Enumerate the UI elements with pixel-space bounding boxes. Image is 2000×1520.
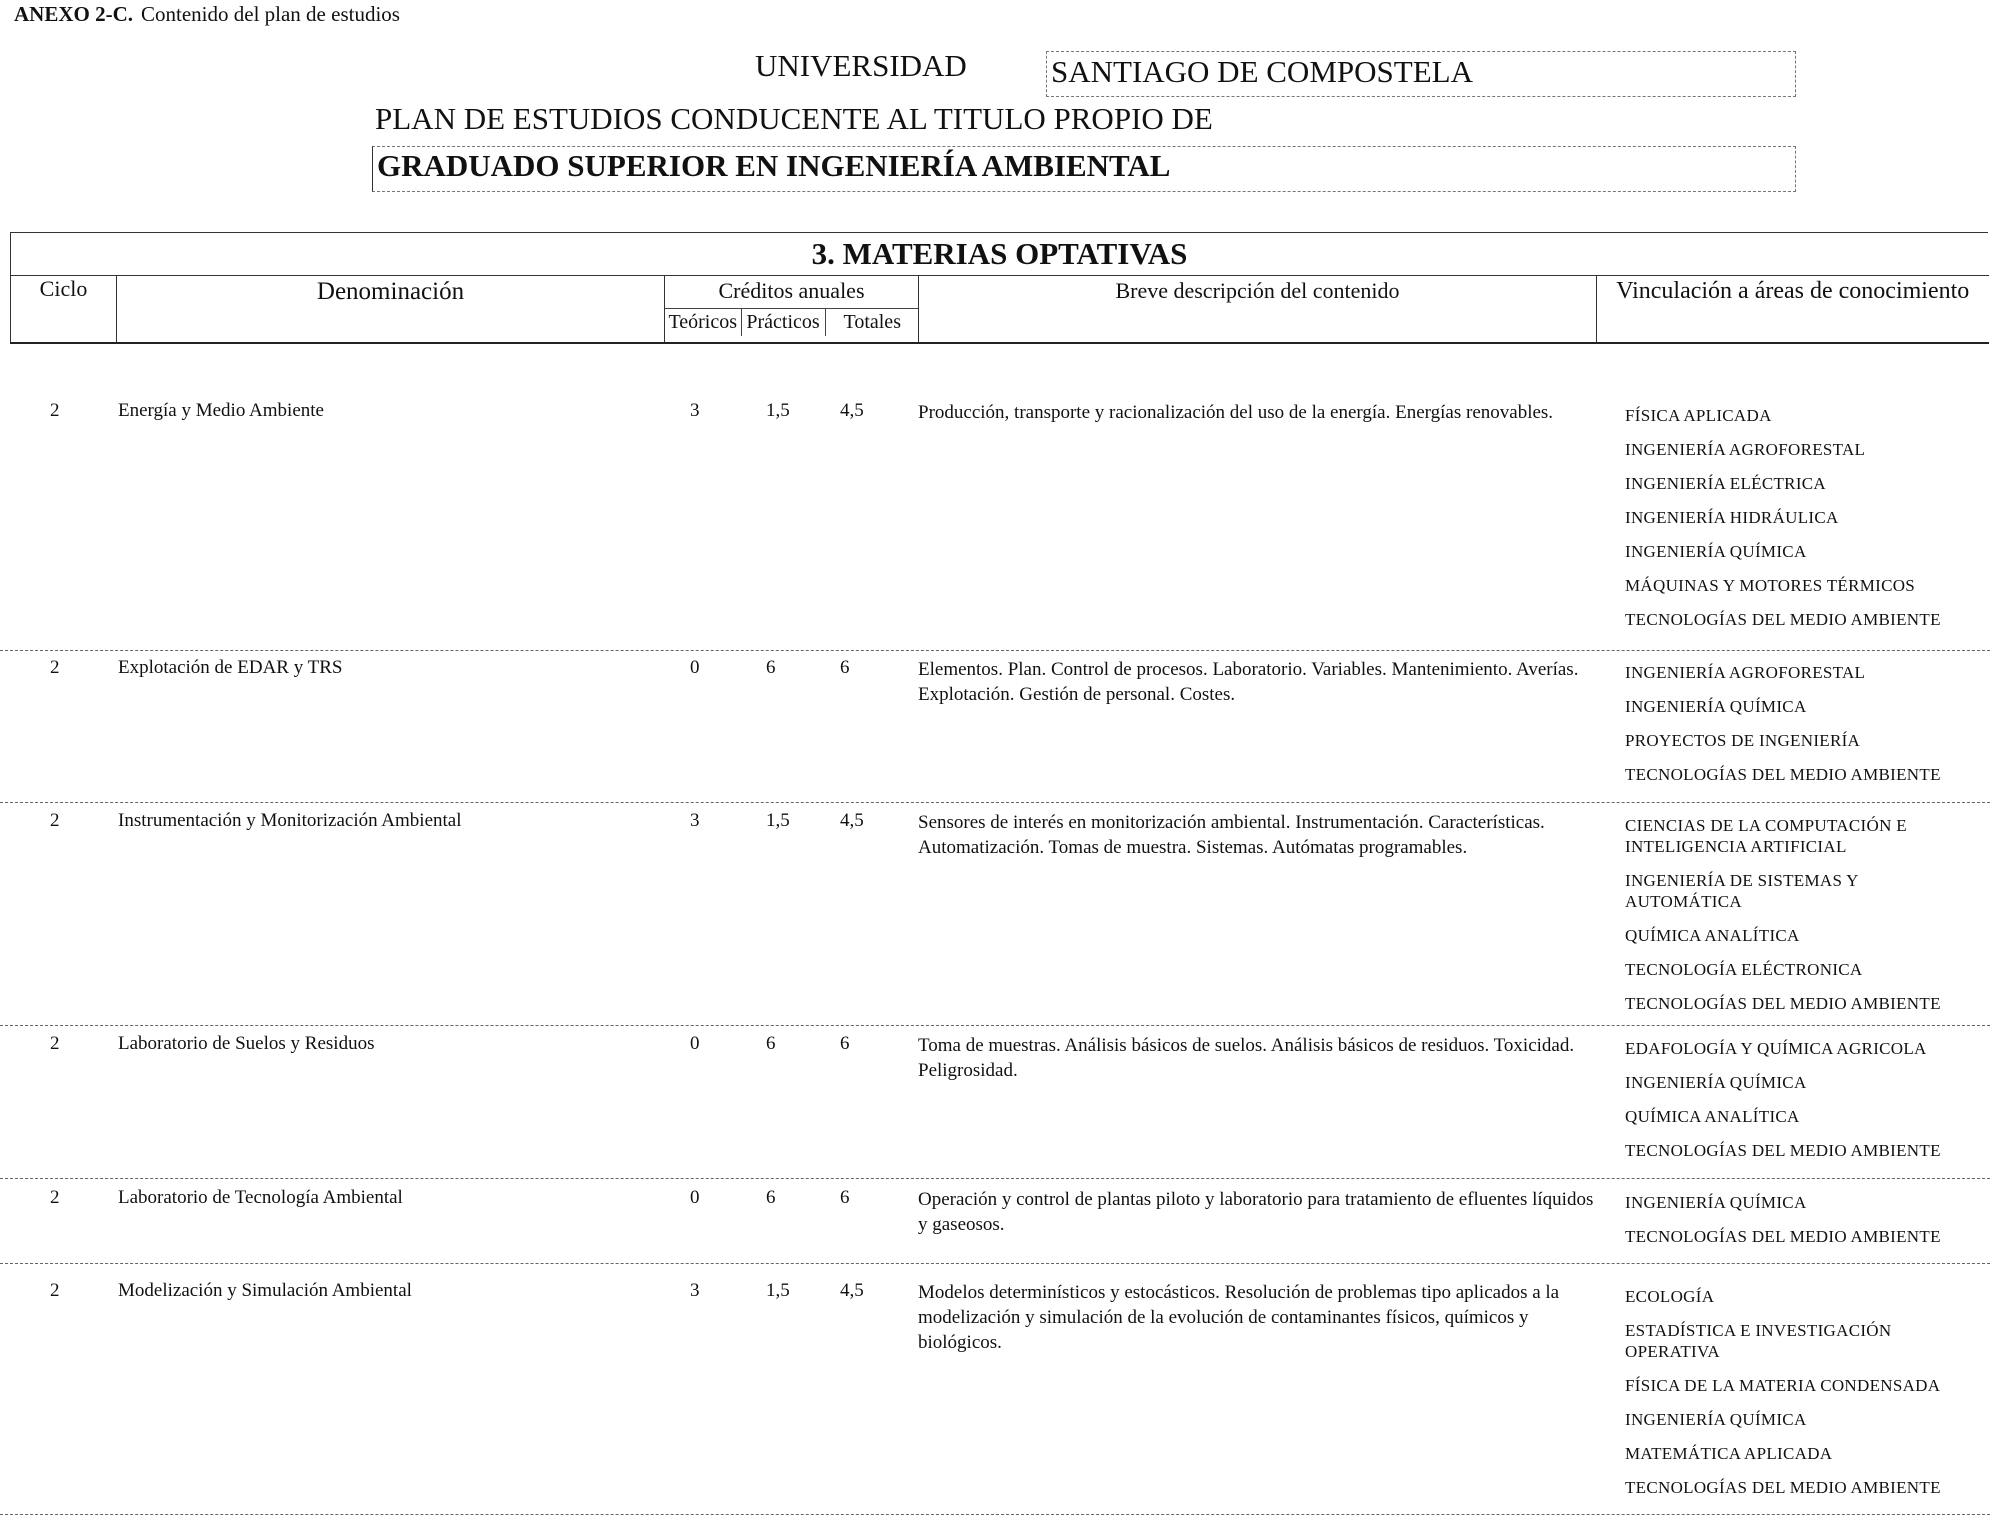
area-item: TECNOLOGÍAS DEL MEDIO AMBIENTE bbox=[1625, 1141, 1941, 1160]
col-ciclo: Ciclo bbox=[11, 276, 117, 344]
annex-number: ANEXO 2-C. bbox=[14, 2, 133, 26]
row-denominacion: Energía y Medio Ambiente bbox=[118, 400, 324, 421]
area-item: INGENIERÍA QUÍMICA bbox=[1625, 542, 1807, 561]
row-separator bbox=[0, 1514, 1990, 1515]
row-totales: 4,5 bbox=[840, 810, 864, 831]
area-item: QUÍMICA ANALÍTICA bbox=[1625, 926, 1800, 945]
area-item: INGENIERÍA HIDRÁULICA bbox=[1625, 508, 1839, 527]
row-totales: 4,5 bbox=[840, 400, 864, 421]
row-areas bbox=[1625, 1038, 1955, 1174]
optional-subjects-table bbox=[10, 232, 1988, 344]
area-item: TECNOLOGÍAS DEL MEDIO AMBIENTE bbox=[1625, 994, 1941, 1013]
annex-text: Contenido del plan de estudios bbox=[141, 2, 400, 26]
area-item: MÁQUINAS Y MOTORES TÉRMICOS bbox=[1625, 576, 1916, 595]
row-descripcion: Toma de muestras. Análisis básicos de suelos. Análisis básicos de residuos. Toxicidad. Peligrosidad. bbox=[918, 1035, 1575, 1081]
col-practicos: Prácticos bbox=[741, 309, 825, 337]
row-areas bbox=[1625, 1192, 1955, 1260]
row-totales: 6 bbox=[840, 1033, 850, 1054]
table-header bbox=[10, 275, 1989, 344]
row-descripcion: Sensores de interés en monitorización ambiental. Instrumentación. Características. Automatización. Tomas de muestra. Sistemas. Autómatas programables. bbox=[918, 812, 1545, 858]
row-practicos: 6 bbox=[766, 1033, 776, 1054]
row-practicos: 1,5 bbox=[766, 400, 790, 421]
row-denominacion: Instrumentación y Monitorización Ambiental bbox=[118, 810, 462, 831]
credits-subheader bbox=[665, 308, 919, 336]
row-separator bbox=[0, 802, 1990, 803]
area-item: INGENIERÍA QUÍMICA bbox=[1625, 1410, 1807, 1429]
col-descripcion: Breve descripción del contenido bbox=[919, 276, 1597, 344]
degree-title: GRADUADO SUPERIOR EN INGENIERÍA AMBIENTAL bbox=[372, 146, 1796, 192]
row-ciclo: 2 bbox=[50, 1280, 60, 1301]
row-teoricos: 3 bbox=[690, 1280, 700, 1301]
row-teoricos: 3 bbox=[690, 810, 700, 831]
university-value: SANTIAGO DE COMPOSTELA bbox=[1046, 51, 1796, 97]
row-areas bbox=[1625, 1286, 1955, 1511]
col-denominacion: Denominación bbox=[117, 276, 665, 344]
row-ciclo: 2 bbox=[50, 810, 60, 831]
area-item: INGENIERÍA QUÍMICA bbox=[1625, 1073, 1807, 1092]
area-item: INGENIERÍA ELÉCTRICA bbox=[1625, 474, 1827, 493]
row-descripcion: Modelos determinísticos y estocásticos. Resolución de problemas tipo aplicados a la modelización y simulación de la evolución de contaminantes físicos, químicos y biológicos. bbox=[918, 1282, 1560, 1353]
row-totales: 6 bbox=[840, 1187, 850, 1208]
row-teoricos: 0 bbox=[690, 1033, 700, 1054]
section-title: 3. MATERIAS OPTATIVAS bbox=[10, 232, 1988, 275]
row-practicos: 6 bbox=[766, 657, 776, 678]
row-areas bbox=[1625, 662, 1955, 798]
area-item: FÍSICA DE LA MATERIA CONDENSADA bbox=[1625, 1376, 1941, 1395]
col-teoricos: Teóricos bbox=[665, 309, 741, 337]
area-item: INGENIERÍA QUÍMICA bbox=[1625, 1193, 1807, 1212]
area-item: ECOLOGÍA bbox=[1625, 1287, 1715, 1306]
row-areas bbox=[1625, 815, 1955, 1027]
area-item: EDAFOLOGÍA Y QUÍMICA AGRICOLA bbox=[1625, 1039, 1927, 1058]
row-practicos: 6 bbox=[766, 1187, 776, 1208]
annex-heading bbox=[14, 2, 400, 27]
university-label: UNIVERSIDAD bbox=[755, 48, 967, 83]
row-separator bbox=[0, 650, 1990, 651]
area-item: TECNOLOGÍAS DEL MEDIO AMBIENTE bbox=[1625, 1478, 1941, 1497]
area-item: TECNOLOGÍAS DEL MEDIO AMBIENTE bbox=[1625, 1227, 1941, 1246]
area-item: PROYECTOS DE INGENIERÍA bbox=[1625, 731, 1861, 750]
row-ciclo: 2 bbox=[50, 1187, 60, 1208]
row-separator bbox=[0, 1025, 1990, 1026]
row-ciclo: 2 bbox=[50, 1033, 60, 1054]
area-item: INGENIERÍA AGROFORESTAL bbox=[1625, 663, 1866, 682]
row-denominacion: Laboratorio de Tecnología Ambiental bbox=[118, 1187, 403, 1208]
row-teoricos: 0 bbox=[690, 1187, 700, 1208]
area-item: INGENIERÍA DE SISTEMAS Y AUTOMÁTICA bbox=[1625, 871, 1859, 911]
row-teoricos: 3 bbox=[690, 400, 700, 421]
area-item: TECNOLOGÍAS DEL MEDIO AMBIENTE bbox=[1625, 610, 1941, 629]
area-item: MATEMÁTICA APLICADA bbox=[1625, 1444, 1833, 1463]
row-ciclo: 2 bbox=[50, 657, 60, 678]
row-totales: 6 bbox=[840, 657, 850, 678]
row-ciclo: 2 bbox=[50, 400, 60, 421]
col-creditos bbox=[665, 276, 919, 344]
row-practicos: 1,5 bbox=[766, 1280, 790, 1301]
area-item: QUÍMICA ANALÍTICA bbox=[1625, 1107, 1800, 1126]
row-separator bbox=[0, 1263, 1990, 1264]
plan-label: PLAN DE ESTUDIOS CONDUCENTE AL TITULO PROPIO DE bbox=[375, 101, 1213, 136]
col-vinculacion: Vinculación a áreas de conocimiento bbox=[1597, 276, 1989, 344]
col-creditos-label: Créditos anuales bbox=[718, 278, 865, 303]
row-denominacion: Explotación de EDAR y TRS bbox=[118, 657, 343, 678]
col-totales: Totales bbox=[825, 309, 919, 337]
row-areas bbox=[1625, 405, 1955, 643]
row-descripcion: Elementos. Plan. Control de procesos. Laboratorio. Variables. Mantenimiento. Averías. Explotación. Gestión de personal. Costes. bbox=[918, 659, 1579, 705]
area-item: TECNOLOGÍA ELÉCTRONICA bbox=[1625, 960, 1863, 979]
row-descripcion: Operación y control de plantas piloto y laboratorio para tratamiento de efluentes líquidos y gaseosos. bbox=[918, 1189, 1594, 1235]
row-denominacion: Laboratorio de Suelos y Residuos bbox=[118, 1033, 375, 1054]
area-item: CIENCIAS DE LA COMPUTACIÓN E INTELIGENCIA ARTIFICIAL bbox=[1625, 816, 1907, 856]
row-descripcion: Producción, transporte y racionalización del uso de la energía. Energías renovables. bbox=[918, 402, 1554, 423]
row-separator bbox=[0, 1178, 1990, 1179]
area-item: TECNOLOGÍAS DEL MEDIO AMBIENTE bbox=[1625, 765, 1941, 784]
row-teoricos: 0 bbox=[690, 657, 700, 678]
area-item: ESTADÍSTICA E INVESTIGACIÓN OPERATIVA bbox=[1625, 1321, 1892, 1361]
area-item: FÍSICA APLICADA bbox=[1625, 406, 1772, 425]
area-item: INGENIERÍA QUÍMICA bbox=[1625, 697, 1807, 716]
row-denominacion: Modelización y Simulación Ambiental bbox=[118, 1280, 412, 1301]
row-totales: 4,5 bbox=[840, 1280, 864, 1301]
area-item: INGENIERÍA AGROFORESTAL bbox=[1625, 440, 1866, 459]
row-practicos: 1,5 bbox=[766, 810, 790, 831]
